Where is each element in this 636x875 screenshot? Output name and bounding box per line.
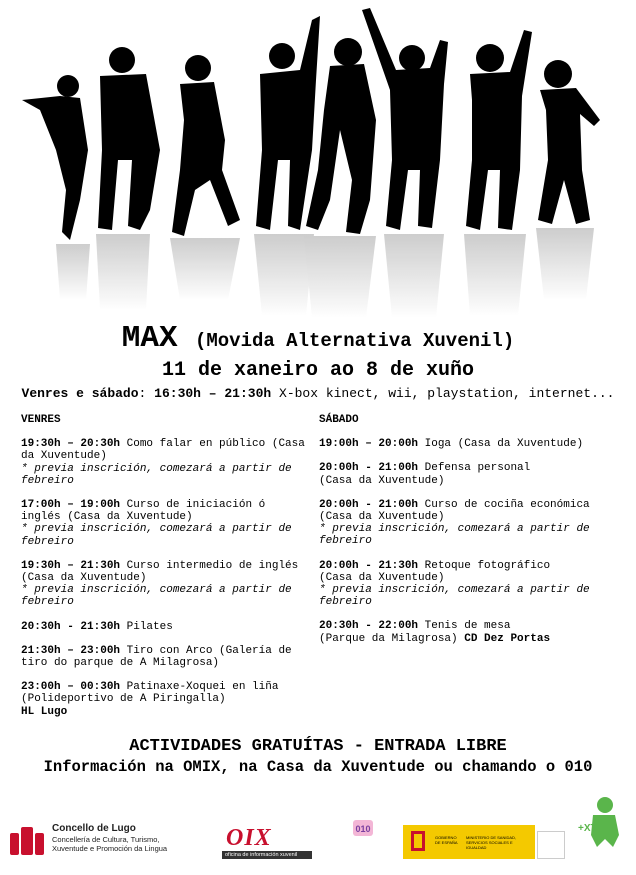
item-text: Curso intermedio de inglés (Casa da Xuventude): [21, 559, 305, 585]
sabado-column: [319, 414, 619, 657]
venres-item: [21, 681, 311, 718]
item-text: Tenis de mesa (Parque da Milagrosa): [319, 620, 511, 645]
sabado-item: [319, 499, 619, 548]
item-note: * previa inscrición, comezará a partir de febreiro: [319, 523, 597, 548]
oix-word: OIX: [226, 825, 272, 851]
phone-010-text: 010: [355, 824, 371, 834]
item-time: 23:00h – 00:30h: [21, 681, 121, 694]
schedule-activities: X-box kinect, wii, playstation, internet...: [279, 386, 615, 401]
gobierno-espana-logo: [403, 825, 563, 859]
lugo-line3: Xuventude e Promoción da Lingua: [52, 844, 168, 853]
lugo-text: [52, 823, 167, 853]
lugo-line1: Concello de Lugo: [52, 823, 136, 834]
sabado-item: [319, 438, 619, 450]
xt-text: +XT: [578, 823, 597, 834]
item-text: Ioga (Casa da Xuventude): [418, 438, 584, 451]
venres-item: [21, 621, 311, 633]
sabado-item: [319, 620, 619, 644]
schedule-days: Venres e sábado: [21, 386, 139, 401]
item-time: 21:30h – 23:00h: [21, 644, 121, 657]
sponsor-logos: [0, 795, 636, 870]
item-time: 19:00h – 20:00h: [319, 438, 419, 451]
item-time: 20:00h - 21:00h: [319, 498, 419, 511]
footer: [0, 736, 636, 777]
item-time: 20:00h - 21:00h: [319, 462, 419, 475]
concello-lugo-logo: [8, 823, 208, 863]
item-time: 17:00h – 19:00h: [21, 499, 121, 512]
item-organizer: CD Dez Portas: [464, 632, 551, 645]
title-main: MAX: [121, 321, 178, 356]
lugo-wall-icon: [8, 823, 48, 857]
oix-logo: [222, 825, 317, 860]
title-block: [0, 322, 636, 383]
venres-item: [21, 499, 311, 548]
item-note: * previa inscrición, comezará a partir de febreiro: [319, 584, 597, 609]
item-text: Como falar en público (Casa da Xuventude): [21, 438, 312, 463]
item-text: Patinaxe-Xoquei en liña (Polideportivo de A Piringalla): [21, 681, 286, 706]
sabado-item: [319, 462, 619, 486]
free-activities-banner: ACTIVIDADES GRATUÍTAS - ENTRADA LIBRE: [129, 737, 507, 756]
venres-heading: VENRES: [21, 414, 61, 426]
venres-item: [21, 438, 311, 487]
item-note: * previa inscrición, comezará a partir de febreiro: [21, 523, 299, 548]
page-title: [0, 322, 636, 358]
sabado-item: [319, 560, 619, 609]
item-note: * previa inscrición, comezará a partir de febreiro: [21, 462, 299, 487]
xt-logo-icon: [575, 795, 623, 850]
coat-of-arms-icon: [403, 825, 433, 859]
injuve-icon: [537, 831, 565, 859]
item-text: Curso de iniciación ó inglés (Casa da Xuventude): [21, 499, 272, 524]
item-time: 19:30h – 20:30h: [21, 438, 121, 451]
venres-column: [21, 414, 311, 730]
item-time: 20:30h - 22:00h: [319, 620, 419, 633]
item-note: * previa inscrición, comezará a partir de febreiro: [21, 584, 299, 609]
venres-item: [21, 645, 311, 669]
title-subtitle: (Movida Alternativa Xuvenil): [194, 330, 515, 352]
item-text: Curso de cociña económica (Casa da Xuventude): [319, 498, 597, 524]
general-schedule: [0, 386, 636, 401]
item-time: 19:30h – 21:30h: [21, 559, 121, 572]
sabado-heading: SÁBADO: [319, 414, 359, 426]
dancers-silhouette-image: [0, 0, 636, 322]
venres-item: [21, 560, 311, 609]
oix-caption: oficina de información xuvenil: [222, 851, 312, 859]
gov-right-text: MINISTERIO DE SANIDAD, SERVICIOS SOCIALES E IGUALDAD: [463, 825, 535, 859]
info-line: Información na OMIX, na Casa da Xuventude ou chamando o 010: [43, 758, 593, 776]
date-range: 11 de xaneiro ao 8 de xuño: [161, 359, 475, 382]
item-time: 20:00h - 21:30h: [319, 559, 419, 572]
item-text: Pilates: [120, 620, 173, 633]
schedule-hours: 16:30h – 21:30h: [154, 386, 272, 401]
item-text: Retoque fotográfico (Casa da Xuventude): [319, 559, 551, 584]
gov-left-text: GOBIERNO DE ESPAÑA: [433, 825, 463, 859]
item-text: Defensa personal (Casa da Xuventude): [319, 462, 531, 487]
schedule-colon: :: [138, 386, 147, 401]
phone-010-icon: [352, 819, 374, 837]
lugo-line2: Concellería de Cultura, Turismo,: [52, 835, 160, 844]
item-organizer: HL Lugo: [21, 705, 68, 718]
item-text: Tiro con Arco (Galería de tiro do parque de A Milagrosa): [21, 644, 299, 670]
item-time: 20:30h - 21:30h: [21, 620, 121, 633]
